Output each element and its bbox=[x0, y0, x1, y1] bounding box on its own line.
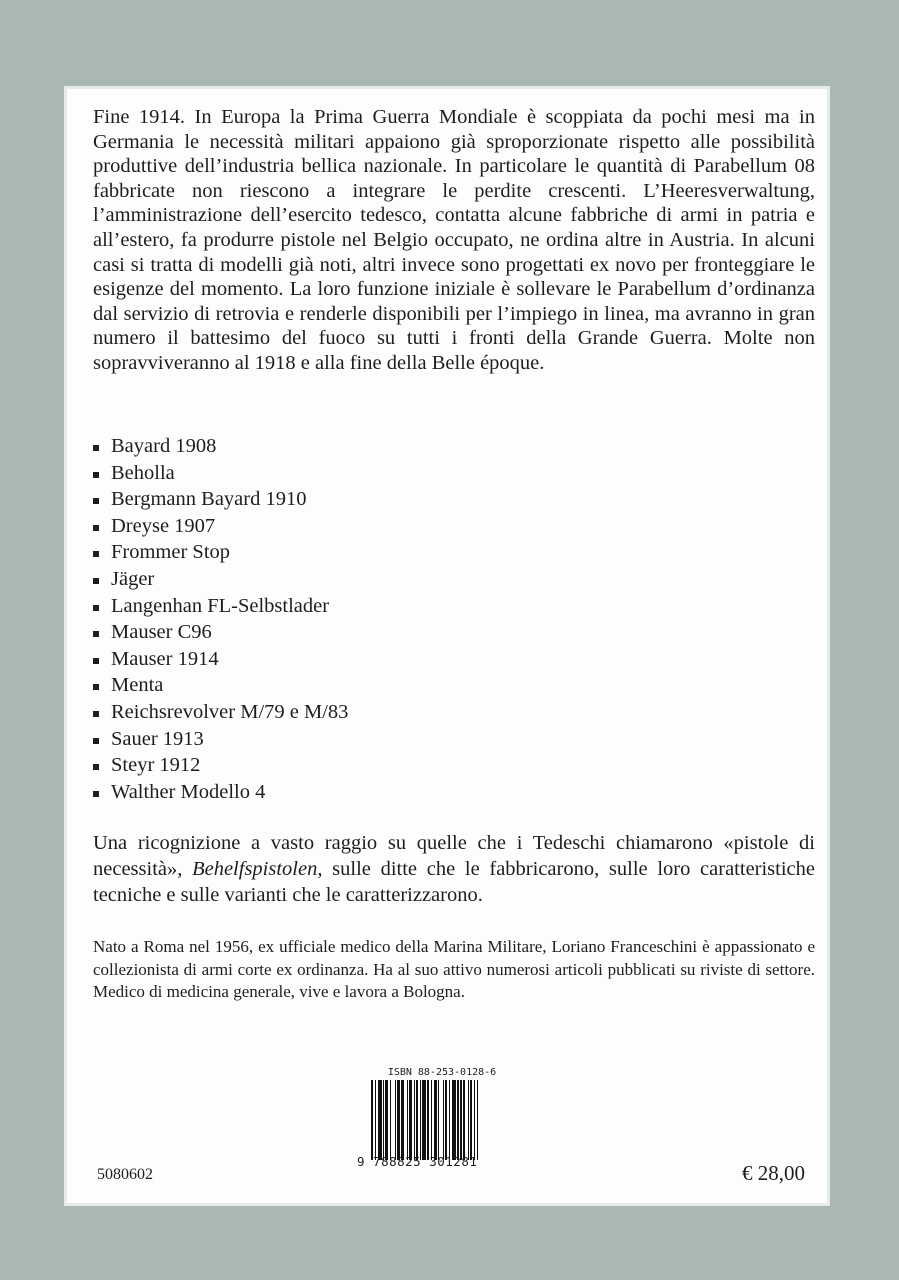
isbn-label: ISBN 88-253-0128-6 bbox=[387, 1067, 497, 1078]
list-item bbox=[93, 779, 348, 806]
bullet-icon bbox=[93, 525, 99, 531]
bullet-icon bbox=[93, 551, 99, 557]
list-item-label: Reichsrevolver M/79 e M/83 bbox=[111, 700, 349, 723]
list-item-label: Walther Modello 4 bbox=[111, 780, 266, 803]
bullet-icon bbox=[93, 684, 99, 690]
ean-number: 9 788825 301281 bbox=[357, 1154, 478, 1169]
bullet-icon bbox=[93, 498, 99, 504]
summary-italic-term: Behelfspistolen bbox=[192, 858, 318, 880]
list-item-label: Mauser C96 bbox=[111, 621, 212, 644]
price: € 28,00 bbox=[742, 1161, 805, 1185]
list-item-label: Sauer 1913 bbox=[111, 727, 204, 750]
bullet-icon bbox=[93, 472, 99, 478]
list-item bbox=[93, 513, 348, 540]
list-item bbox=[93, 752, 348, 779]
list-item bbox=[93, 699, 348, 726]
bullet-icon bbox=[93, 658, 99, 664]
bullet-icon bbox=[93, 631, 99, 637]
summary-text-end: , sulle ditte che le fabbricarono, sulle loro caratteristiche tecniche e sulle varianti che le caratterizzarono. bbox=[93, 858, 816, 906]
list-item bbox=[93, 619, 348, 646]
synopsis-paragraph: Fine 1914. In Europa la Prima Guerra Mondiale è scoppiata da pochi mesi ma in Germania le necessità militari appaiono già sproporzionate rispetto alle possibilità produttive dell’industria bellica nazionale. In particolare le quantità di Parabellum 08 fabbricate non riescono a integrare le perdite crescenti. L’Heeresverwaltung, l’amministrazione dell’esercito tedesco, contatta alcune fabbriche di armi in patria e all’estero, fa produrre pistole nel Belgio occupato, ne ordina altre in Austria. In alcuni casi si tratta di modelli già noti, altri invece sono progettati ex novo per fronteggiare le esigenze del momento. La loro funzione iniziale è sollevare le Parabellum d’ordinanza dal servizio di retrovia e renderle disponibili per l’impiego in linea, ma avranno in gran numero il battesimo del fuoco su tutti i fronti della Grande Guerra. Molte non sopravviveranno al 1918 e alla fine della Belle époque. bbox=[93, 106, 815, 374]
bullet-icon bbox=[93, 711, 99, 717]
summary-paragraph bbox=[93, 830, 815, 908]
product-code: 5080602 bbox=[97, 1166, 153, 1183]
list-item bbox=[93, 726, 348, 753]
bullet-icon bbox=[93, 578, 99, 584]
pistol-list bbox=[93, 433, 348, 805]
list-item-label: Jäger bbox=[111, 567, 155, 590]
list-item-label: Menta bbox=[111, 674, 164, 697]
list-item-label: Mauser 1914 bbox=[111, 647, 219, 670]
list-item-label: Langenhan FL-Selbstlader bbox=[111, 594, 330, 617]
back-cover-panel bbox=[64, 86, 830, 1206]
list-item-label: Bergmann Bayard 1910 bbox=[111, 488, 307, 511]
bullet-icon bbox=[93, 791, 99, 797]
list-item bbox=[93, 539, 348, 566]
list-item-label: Bayard 1908 bbox=[111, 435, 217, 457]
author-bio: Nato a Roma nel 1956, ex ufficiale medico della Marina Militare, Loriano Franceschini è appassionato e collezionista di armi corte ex ordinanza. Ha al suo attivo numerosi articoli pubblicati su riviste di settore. Medico di medicina generale, vive e lavora a Bologna. bbox=[93, 937, 815, 1001]
list-item bbox=[93, 593, 348, 620]
summary-text: Una ricognizione a vasto raggio su quelle che i Tedeschi chiamarono «pistole di necessità», bbox=[93, 832, 815, 880]
isbn-barcode bbox=[357, 1067, 527, 1177]
list-item bbox=[93, 646, 348, 673]
list-item-label: Beholla bbox=[111, 461, 175, 484]
list-item-label: Frommer Stop bbox=[111, 541, 231, 564]
list-item bbox=[93, 460, 348, 487]
list-item bbox=[93, 486, 348, 513]
bullet-icon bbox=[93, 764, 99, 770]
list-item bbox=[93, 566, 348, 593]
list-item-label: Steyr 1912 bbox=[111, 754, 201, 777]
bullet-icon bbox=[93, 605, 99, 611]
bullet-icon bbox=[93, 445, 99, 451]
bullet-icon bbox=[93, 738, 99, 744]
barcode-bars bbox=[371, 1080, 519, 1160]
list-item-label: Dreyse 1907 bbox=[111, 514, 216, 537]
list-item bbox=[93, 672, 348, 699]
list-item bbox=[93, 433, 348, 460]
